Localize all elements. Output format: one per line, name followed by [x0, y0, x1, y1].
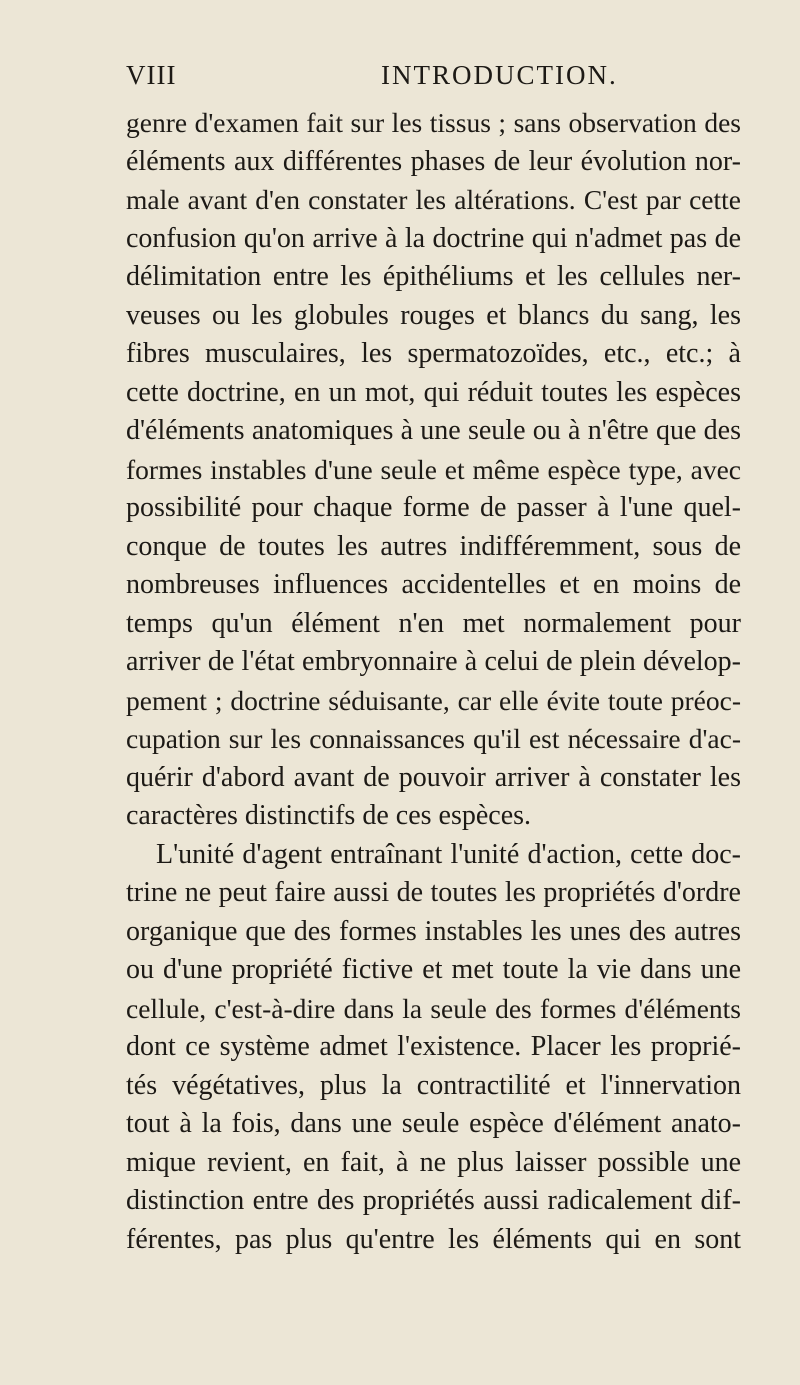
text-line: tés végétatives, plus la contractilité et l'innervation	[126, 1069, 741, 1101]
text-line: fibres musculaires, les spermatozoïdes, etc., etc.; à	[126, 338, 741, 369]
text-line: formes instables d'une seule et même espèce type, avec	[126, 453, 741, 485]
text-line: L'unité d'agent entraînant l'unité d'action, cette doc-	[156, 838, 741, 870]
body-text	[126, 104, 741, 1259]
text-line: pement ; doctrine séduisante, car elle évite toute préoc-	[126, 684, 741, 716]
text-line: caractères distinctifs de ces espèces.	[126, 800, 532, 831]
text-line: temps qu'un élément n'en met normalement pour	[126, 607, 741, 639]
text-line: cupation sur les connaissances qu'il est nécessaire d'ac-	[126, 723, 741, 754]
text-line: arriver de l'état embryonnaire à celui de plein dévelop-	[126, 646, 741, 677]
running-head	[126, 60, 741, 100]
text-line: confusion qu'on arrive à la doctrine qui n'admet pas de	[126, 222, 741, 254]
text-line: cette doctrine, en un mot, qui réduit toutes les espèces	[126, 376, 741, 408]
text-line: possibilité pour chaque forme de passer à l'une quel-	[126, 492, 741, 523]
text-line: tout à la fois, dans une seule espèce d'élément anato-	[126, 1108, 741, 1139]
text-line: nombreuses influences accidentelles et en moins de	[126, 569, 741, 600]
text-line: d'éléments anatomiques à une seule ou à n'être que des	[126, 415, 741, 446]
text-line: organique que des formes instables les unes des autres	[126, 915, 741, 947]
text-line: veuses ou les globules rouges et blancs du sang, les	[126, 299, 741, 331]
text-line: trine ne peut faire aussi de toutes les propriétés d'ordre	[126, 877, 741, 908]
text-line: éléments aux différentes phases de leur évolution nor-	[126, 145, 741, 177]
section-title: INTRODUCTION.	[381, 60, 618, 90]
text-line: male avant d'en constater les altérations. C'est par cette	[126, 184, 741, 215]
text-line: délimitation entre les épithéliums et les cellules ner-	[126, 261, 741, 292]
text-line: ou d'une propriété fictive et met toute la vie dans une	[126, 954, 741, 985]
text-line: distinction entre des propriétés aussi radicalement dif-	[126, 1185, 741, 1216]
text-line: conque de toutes les autres indifféremment, sous de	[126, 530, 741, 562]
text-line: dont ce système admet l'existence. Placer les proprié-	[126, 1031, 741, 1062]
text-line: mique revient, en fait, à ne plus laisser possible une	[126, 1146, 741, 1178]
text-line: férentes, pas plus qu'entre les éléments qui en sont	[126, 1223, 741, 1255]
text-line: genre d'examen fait sur les tissus ; sans observation des	[126, 107, 741, 138]
text-line: cellule, c'est-à-dire dans la seule des formes d'éléments	[126, 992, 741, 1024]
page-number: VIII	[126, 60, 177, 90]
text-line: quérir d'abord avant de pouvoir arriver à constater les	[126, 761, 741, 793]
